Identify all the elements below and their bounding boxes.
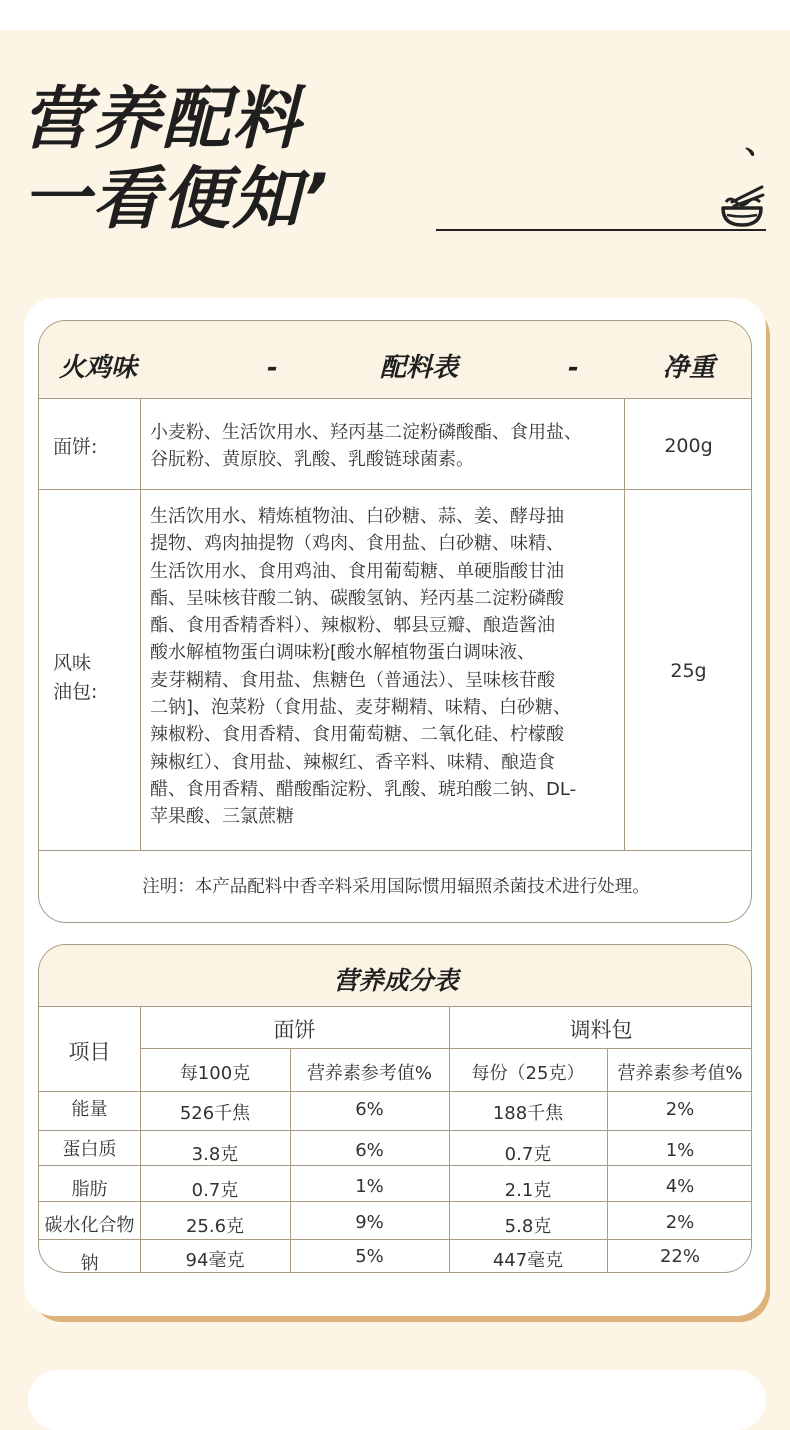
nutrient-value: 0.7克: [504, 1144, 552, 1165]
text-line: 谷朊粉、黄原胶、乳酸、乳酸链球菌素。: [150, 449, 474, 471]
text-line: 辣椒红）、食用盐、辣椒红、香辛料、味精、酿造食: [150, 751, 555, 773]
row-divider: [39, 1239, 752, 1240]
nutrient-nrv: 6%: [355, 1140, 384, 1161]
nutrient-name: 碳水化合物: [44, 1215, 135, 1236]
nutrition-header: [39, 945, 752, 1007]
ingredients-title: 配料表: [380, 353, 459, 383]
header-dash: -: [568, 353, 579, 383]
ingredient-row-text: [150, 503, 620, 831]
column-divider: [624, 398, 625, 851]
nutrient-nrv: 2%: [665, 1099, 695, 1120]
ingredients-header: [39, 321, 752, 399]
noodle-bowl-icon: [718, 182, 766, 230]
seasoning-group-header: 调料包: [569, 1018, 633, 1042]
headline-line-2-text: 一看便知: [22, 160, 303, 239]
subheader: 每100克: [179, 1063, 251, 1084]
nutrient-value: 94毫克: [185, 1250, 245, 1271]
nutrient-value: 0.7克: [191, 1180, 239, 1201]
subheader: 营养素参考值%: [306, 1063, 433, 1084]
column-divider: [140, 398, 141, 851]
nutrient-value: 447毫克: [492, 1250, 564, 1271]
top-strip: [0, 0, 790, 30]
text-line: 酯、呈味核苷酸二钠、碳酸氢钠、羟丙基二淀粉磷酸: [150, 587, 564, 609]
nutrient-value: 526千焦: [179, 1103, 251, 1124]
nutrition-title: 营养成分表: [333, 966, 459, 995]
text-line: 酸水解植物蛋白调味粉[酸水解植物蛋白调味液、: [150, 642, 536, 664]
nutrient-nrv: 1%: [355, 1176, 384, 1197]
nutrient-name: 蛋白质: [62, 1139, 117, 1160]
headline-rule: [436, 229, 766, 231]
text-line: 辣椒粉、食用香精、食用葡萄糖、二氧化硅、柠檬酸: [150, 724, 564, 746]
nutrient-nrv: 9%: [355, 1212, 384, 1233]
nutrient-nrv: 6%: [355, 1099, 384, 1120]
row-divider: [39, 850, 752, 851]
ingredient-row-weight: 200g: [664, 435, 713, 457]
nutrient-value: 2.1克: [504, 1180, 552, 1201]
flavor-name: 火鸡味: [59, 353, 138, 383]
headline-line-1: 营养配料: [22, 80, 303, 159]
nutrient-name: 脂肪: [71, 1179, 108, 1200]
nutrient-nrv: 5%: [355, 1246, 384, 1267]
item-header: 项目: [68, 1040, 111, 1064]
text-line: 生活饮用水、食用鸡油、食用葡萄糖、单硬脂酸甘油: [150, 560, 564, 582]
text-line: 苹果酸、三氯蔗糖: [150, 806, 294, 828]
irradiation-note: 注明：本产品配料中香辛料采用国际惯用辐照杀菌技术进行处理。: [142, 877, 650, 897]
nutrient-nrv: 1%: [665, 1140, 695, 1161]
ingredient-row-text: [150, 419, 620, 474]
text-line: 小麦粉、生活饮用水、羟丙基二淀粉磷酸酯、食用盐、: [150, 422, 582, 443]
nutrient-nrv: 22%: [659, 1246, 700, 1267]
row-divider: [39, 1091, 752, 1092]
text-line: 麦芽糊精、食用盐、焦糖色（普通法）、呈味核苷酸: [150, 669, 555, 691]
nutrition-table: [38, 944, 752, 1273]
nutrient-value: 25.6克: [185, 1216, 245, 1237]
nutrient-name: 能量: [71, 1099, 108, 1120]
headline-apostrophe: ’: [302, 160, 330, 239]
text-line: 生活饮用水、精炼植物油、白砂糖、蒜、姜、酵母抽: [150, 506, 564, 527]
row-divider: [39, 1130, 752, 1131]
text-line: 醋、食用香精、醋酸酯淀粉、乳酸、琥珀酸二钠、DL-: [150, 778, 577, 800]
text-line: 二钠]、泡菜粉（食用盐、麦芽糊精、味精、白砂糖、: [150, 697, 572, 719]
ingredient-row-label: [53, 649, 97, 707]
text-line: 提物、鸡肉抽提物（鸡肉、食用盐、白砂糖、味精、: [150, 533, 564, 555]
nutrient-name: 钠: [80, 1253, 99, 1273]
net-weight-header: 净重: [663, 353, 716, 383]
nutrient-value: 3.8克: [191, 1144, 239, 1165]
header-dash: -: [267, 353, 278, 383]
ingredients-table: [38, 320, 752, 923]
decorative-mark: 、: [745, 126, 775, 161]
nutrient-nrv: 4%: [665, 1176, 695, 1197]
ingredient-row-label: [53, 433, 97, 462]
label-line: 风味: [53, 652, 92, 674]
next-card-peek: [28, 1370, 766, 1430]
headline-line-2: [22, 160, 330, 239]
row-divider: [140, 1048, 752, 1049]
text-line: 酯、食用香精香料）、辣椒粉、郫县豆瓣、酿造酱油: [150, 615, 555, 637]
label-line: 面饼:: [53, 436, 98, 458]
noodle-group-header: 面饼: [273, 1018, 316, 1042]
nutrient-value: 5.8克: [504, 1216, 552, 1237]
nutrient-value: 188千焦: [492, 1103, 564, 1124]
nutrient-nrv: 2%: [665, 1212, 695, 1233]
label-line: 油包:: [53, 681, 98, 703]
row-divider: [39, 489, 752, 490]
ingredient-row-weight: 25g: [670, 660, 707, 682]
subheader: 营养素参考值%: [617, 1063, 743, 1084]
subheader: 每份（25克）: [471, 1063, 585, 1084]
